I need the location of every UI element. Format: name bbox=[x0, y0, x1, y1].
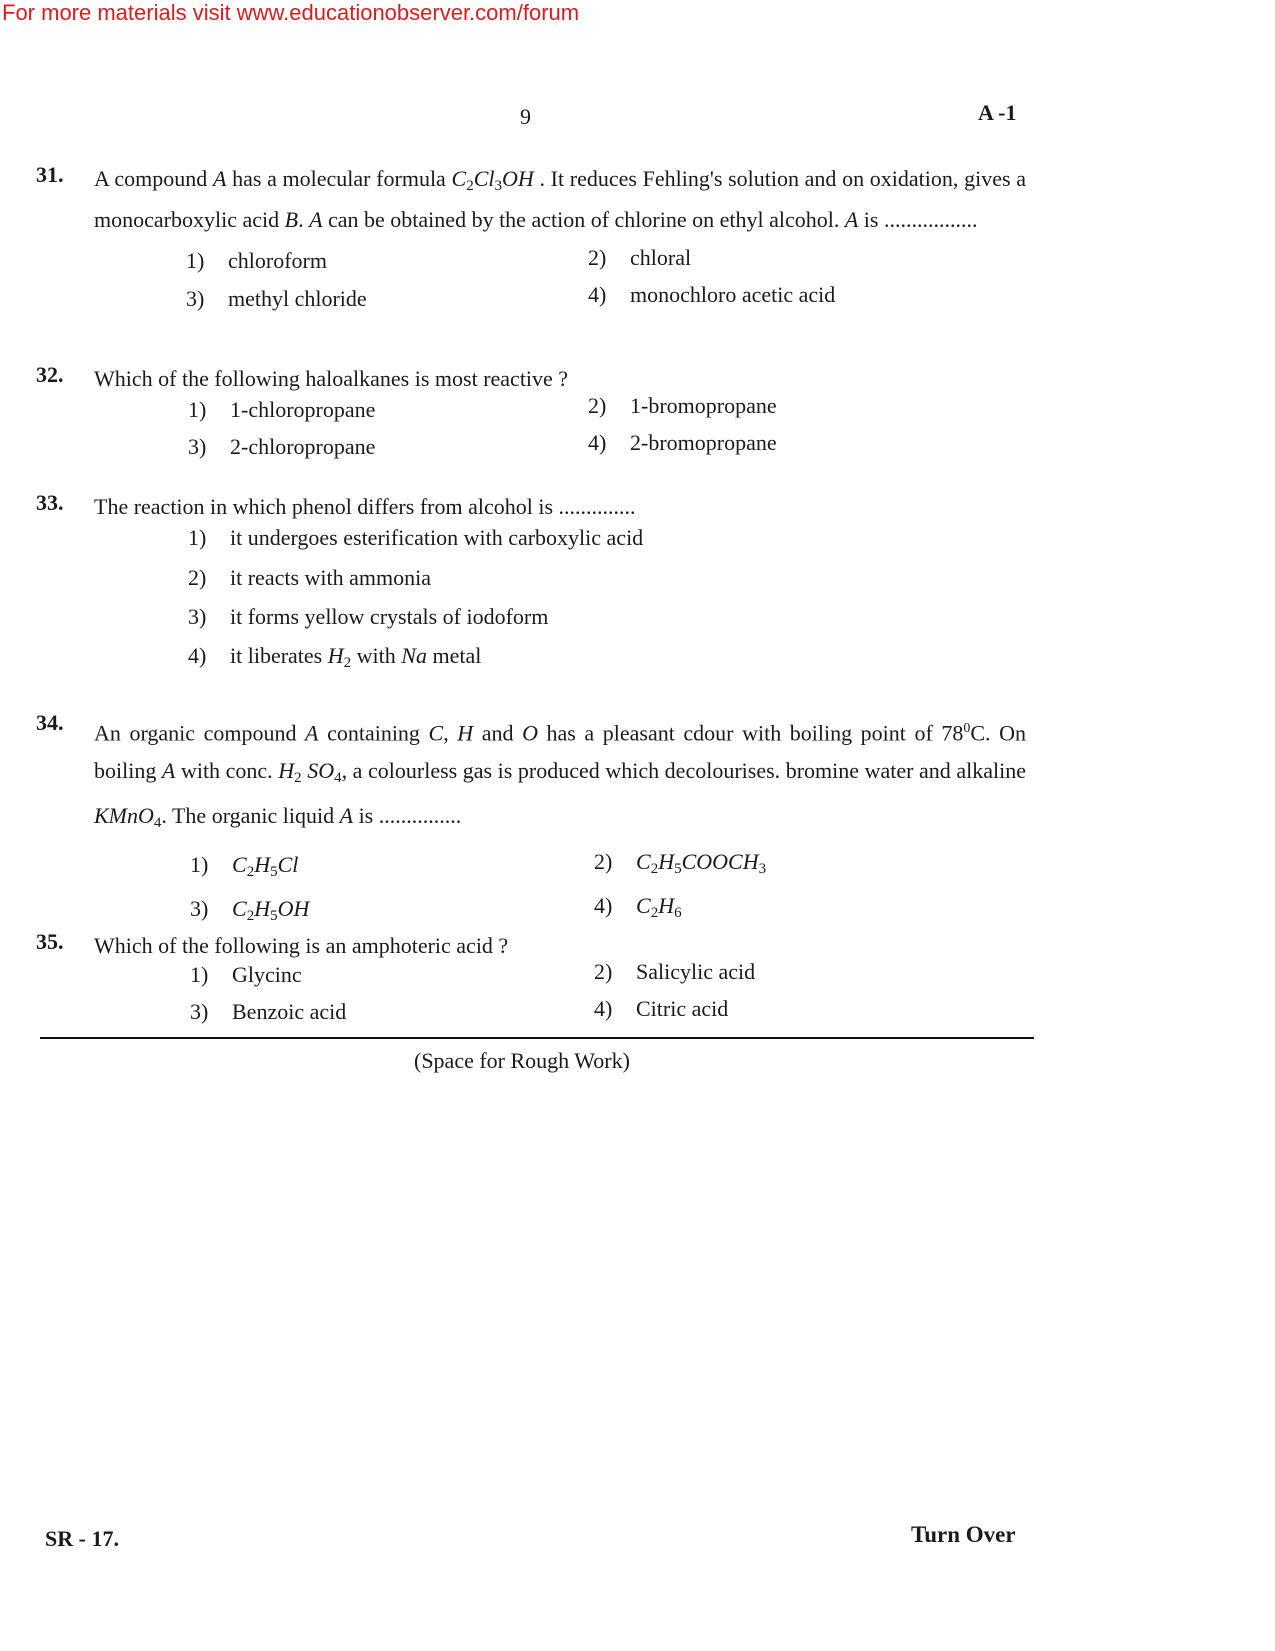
option-4: 4) it liberates $H_2$ with Na metal bbox=[188, 643, 482, 671]
options bbox=[152, 245, 1026, 322]
footer-turn-over: Turn Over bbox=[911, 1522, 1016, 1547]
option-3: 3) methyl chloride bbox=[186, 286, 367, 311]
option-1: 1) $C_2H_5Cl$ bbox=[190, 852, 299, 881]
question-number: 31. bbox=[36, 162, 64, 187]
question-number: 35. bbox=[36, 929, 64, 954]
question-text: An organic compound A containing C, H and O has a pleasant cdour with boiling point of $78^0C$. On boiling A with conc. $H_2$ $SO_4$, a colourless gas is produced which decolourises. bromine water and alkaline KMnO$_4$. The organic liquid A is ............... bbox=[94, 720, 1027, 832]
footer-series-code: SR - 17. bbox=[45, 1526, 119, 1551]
question-text: The reaction in which phenol differs from alcohol is .............. bbox=[94, 494, 636, 519]
option-1: 1) 1-chloropropane bbox=[188, 397, 376, 422]
option-1: 1) it undergoes esterification with carboxylic acid bbox=[188, 525, 644, 550]
option-4: 4) monochloro acetic acid bbox=[588, 282, 836, 307]
question-34 bbox=[36, 710, 1026, 936]
paper-code: A -1 bbox=[978, 100, 1017, 125]
option-4: 4) Citric acid bbox=[594, 996, 729, 1021]
question-32 bbox=[36, 362, 1026, 471]
option-2: 2) $C_2H_5COOCH_3$ bbox=[594, 849, 767, 878]
question-31 bbox=[36, 162, 1026, 322]
option-3: 3) Benzoic acid bbox=[190, 999, 347, 1024]
question-text: Which of the following haloalkanes is most reactive ? bbox=[94, 366, 569, 391]
question-text: Which of the following is an amphoteric acid ? bbox=[94, 933, 509, 958]
option-2: 2) Salicylic acid bbox=[594, 959, 756, 984]
option-3: 3) $C_2H_5OH$ bbox=[190, 896, 310, 925]
option-2: 2) it reacts with ammonia bbox=[188, 565, 431, 590]
question-number: 34. bbox=[36, 710, 64, 735]
option-4: 4) 2-bromopropane bbox=[588, 430, 777, 455]
question-number: 33. bbox=[36, 490, 64, 515]
options bbox=[152, 959, 1026, 1034]
option-3: 3) it forms yellow crystals of iodoform bbox=[188, 604, 549, 629]
option-2: 2) 1-bromopropane bbox=[588, 393, 777, 418]
question-35 bbox=[36, 929, 1026, 1034]
question-33 bbox=[36, 490, 1026, 685]
options bbox=[152, 525, 1026, 685]
page-number: 9 bbox=[520, 104, 531, 129]
rough-work-label: (Space for Rough Work) bbox=[414, 1048, 630, 1073]
source-banner: For more materials visit www.educationobserver.com/forum bbox=[2, 0, 580, 25]
question-text: A compound A has a molecular formula $C_2Cl_3OH$ . It reduces Fehling's solution and on oxidation, gives a monocarboxylic acid B. A can be obtained by the action of chlorine on ethyl alcohol. A is ................. bbox=[94, 166, 1026, 232]
options bbox=[152, 393, 1026, 471]
question-number: 32. bbox=[36, 362, 64, 387]
divider-rule bbox=[40, 1037, 1034, 1039]
options bbox=[152, 849, 1026, 936]
option-4: 4) $C_2H_6$ bbox=[594, 893, 682, 922]
option-1: 1) chloroform bbox=[186, 248, 327, 273]
option-2: 2) chloral bbox=[588, 245, 692, 270]
option-1: 1) Glycinc bbox=[190, 962, 302, 987]
option-3: 3) 2-chloropropane bbox=[188, 434, 376, 459]
